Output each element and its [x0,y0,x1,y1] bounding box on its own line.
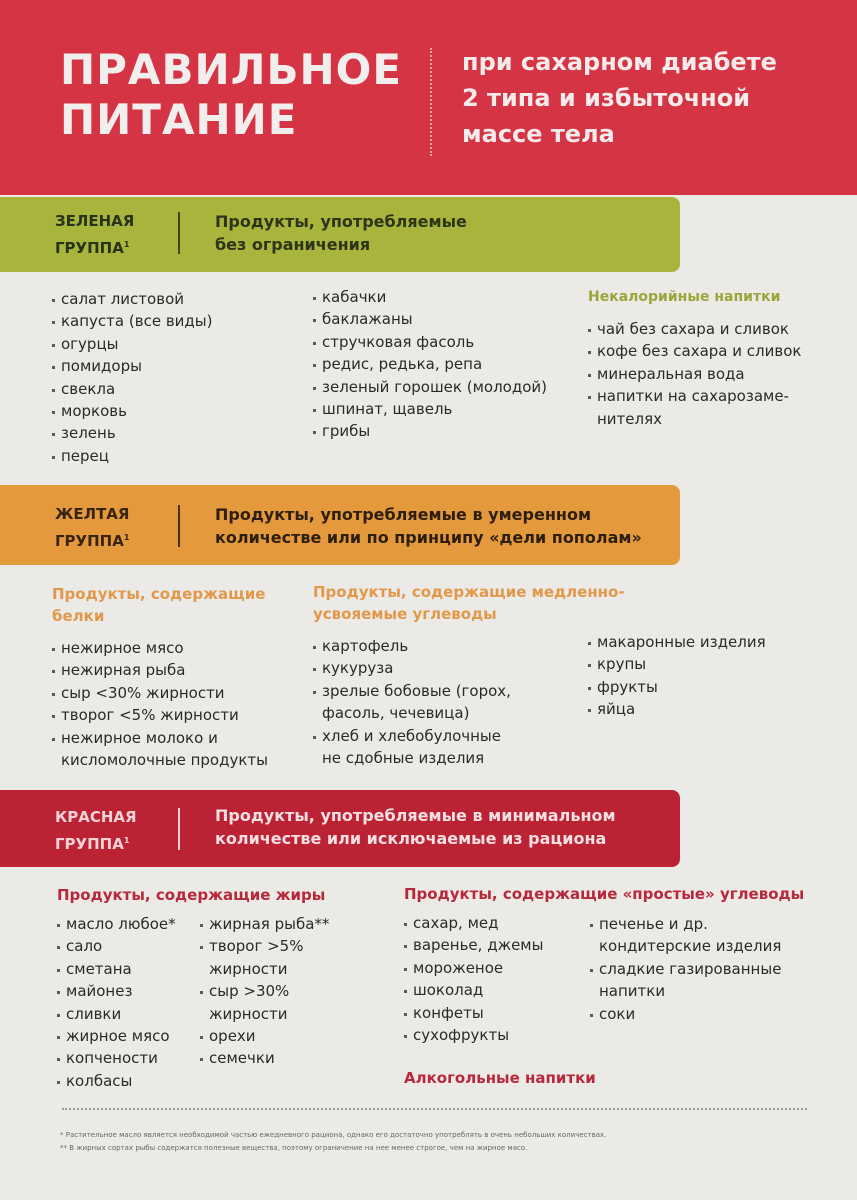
group-name-line: ГРУППА [55,835,124,853]
red-group-description [215,804,616,850]
heading-line: белки [52,607,105,625]
list-item-continuation: кондитерские изделия [599,937,782,956]
list-item: чай без сахара и сливок [588,318,801,340]
footnote-1: * Растительное масло является необходимой частью ежедневного рациона, однако его достаточно употреблять в очень небольших количествах. [60,1131,607,1139]
red-group-banner [0,790,680,867]
desc-line: Продукты, употребляемые [215,212,467,231]
list-item: кукуруза [313,657,625,679]
drinks-section [588,286,801,430]
list-item: масло любое* [57,913,325,935]
group-name-line: ГРУППА [55,532,124,550]
simple-carbs-heading: Продукты, содержащие «простые» углеводы [404,885,805,903]
green-group-banner [0,197,680,272]
page-subtitle [462,44,842,152]
list-item: помидоры [52,355,212,377]
heading-line: усвояемые углеводы [313,605,497,623]
list-item-continuation: жирности [209,959,288,978]
heading-line: Продукты, содержащие медленно- [313,583,625,601]
list-item-continuation: напитки [599,982,666,1001]
list-item: майонез [57,980,325,1002]
list-item: зелень [52,422,212,444]
subtitle-line: 2 типа и избыточной [462,84,751,112]
list-item-continuation: жирности [209,1004,288,1023]
list-item: огурцы [52,333,212,355]
drinks-list [588,318,801,408]
desc-line: без ограничения [215,235,371,254]
list-item-continuation: кисломолочные продукты [61,751,268,770]
banner-divider [178,808,180,850]
list-item: сало [57,935,325,957]
carb-list [313,635,625,702]
list-item: кофе без сахара и сливок [588,340,801,362]
subtitle-line: массе тела [462,120,615,148]
list-item: кабачки [313,286,547,308]
carb-list-2 [588,631,766,721]
list-item: яйца [588,698,766,720]
title-line: ПРАВИЛЬНОЕ [60,45,403,94]
green-list-2 [313,286,547,443]
list-item: морковь [52,400,212,422]
list-item: сливки [57,1003,325,1025]
fats-list-2 [200,913,329,1070]
subtitle-line: при сахарном диабете [462,48,777,76]
desc-line: количестве или исключаемые из рациона [215,829,607,848]
desc-line: количестве или по принципу «дели пополам» [215,528,642,547]
list-item: стручковая фасоль [313,331,547,353]
list-item: зеленый горошек (молодой) [313,376,547,398]
list-item: соки [590,1003,781,1025]
drinks-heading: Некалорийные напитки [588,289,781,305]
list-item: капуста (все виды) [52,310,212,332]
list-item: картофель [313,635,625,657]
list-item: нежирное молоко и [52,727,268,749]
list-item: хлеб и хлебобулочные [313,725,625,747]
list-item: копчености [57,1047,325,1069]
list-item: сухофрукты [404,1024,804,1046]
list-item: печенье и др. [590,913,781,935]
fats-heading: Продукты, содержащие жиры [57,886,326,904]
simple-carbs-list-2 [590,913,781,1025]
list-item: орехи [200,1025,329,1047]
list-item: фрукты [588,676,766,698]
header-divider [430,48,432,156]
footnote-mark: 1 [123,240,130,249]
group-name-line: ЗЕЛЕНАЯ [55,212,135,230]
list-item: сахар, мед [404,912,804,934]
green-list-1 [52,288,212,467]
footnote-mark: 1 [123,836,130,845]
list-item: варенье, джемы [404,934,804,956]
page-header [0,0,857,195]
banner-divider [178,505,180,547]
list-item-continuation: фасоль, чечевица) [322,704,470,723]
group-name-line: КРАСНАЯ [55,808,137,826]
list-item: свекла [52,378,212,400]
list-item: жирная рыба** [200,913,329,935]
list-item: нежирное мясо [52,637,268,659]
protein-heading [52,583,268,627]
list-item: минеральная вода [588,363,801,385]
list-item: нежирная рыба [52,659,268,681]
list-item: крупы [588,653,766,675]
list-item: салат листовой [52,288,212,310]
red-group-name [55,806,137,856]
footnote-mark: 1 [123,533,130,542]
list-item: конфеты [404,1002,804,1024]
footer-divider [62,1108,807,1110]
heading-line: Продукты, содержащие [52,585,266,603]
list-item: грибы [313,420,547,442]
group-name-line: ЖЕЛТАЯ [55,505,130,523]
green-group-name [55,210,134,260]
list-item: сметана [57,958,325,980]
list-item: напитки на сахарозаме- [588,385,801,407]
list-item: творог <5% жирности [52,704,268,726]
title-line: ПИТАНИЕ [60,95,298,144]
desc-line: Продукты, употребляемые в умеренном [215,505,592,524]
yellow-group-name [55,503,129,553]
green-group-description [215,210,467,256]
list-item: баклажаны [313,308,547,330]
banner-divider [178,212,180,254]
list-item: сыр >30% [200,980,329,1002]
carb-section [313,581,625,769]
list-item: творог >5% [200,935,329,957]
yellow-group-description [215,503,642,549]
list-item: колбасы [57,1070,325,1092]
page-title [60,45,410,145]
desc-line: Продукты, употребляемые в минимальном [215,806,616,825]
alcohol-heading: Алкогольные напитки [404,1069,596,1088]
carb-heading [313,581,625,625]
protein-section [52,583,268,771]
list-item: жирное мясо [57,1025,325,1047]
footnote-2: ** В жирных сортах рыбы содержатся полезные вещества, поэтому ограничение на нее менее строгое, чем на жирное мясо. [60,1144,528,1152]
yellow-group-banner [0,485,680,565]
group-name-line: ГРУППА [55,239,124,257]
list-item: мороженое [404,957,804,979]
list-item-continuation: нителях [597,409,663,428]
list-item: редис, редька, репа [313,353,547,375]
list-item: шоколад [404,979,804,1001]
list-item: сыр <30% жирности [52,682,268,704]
list-item: семечки [200,1047,329,1069]
list-item: макаронные изделия [588,631,766,653]
list-item: шпинат, щавель [313,398,547,420]
list-item: сладкие газированные [590,958,781,980]
protein-list [52,637,268,749]
list-item: зрелые бобовые (горох, [313,680,625,702]
list-item-continuation: не сдобные изделия [322,749,485,768]
list-item: перец [52,445,212,467]
